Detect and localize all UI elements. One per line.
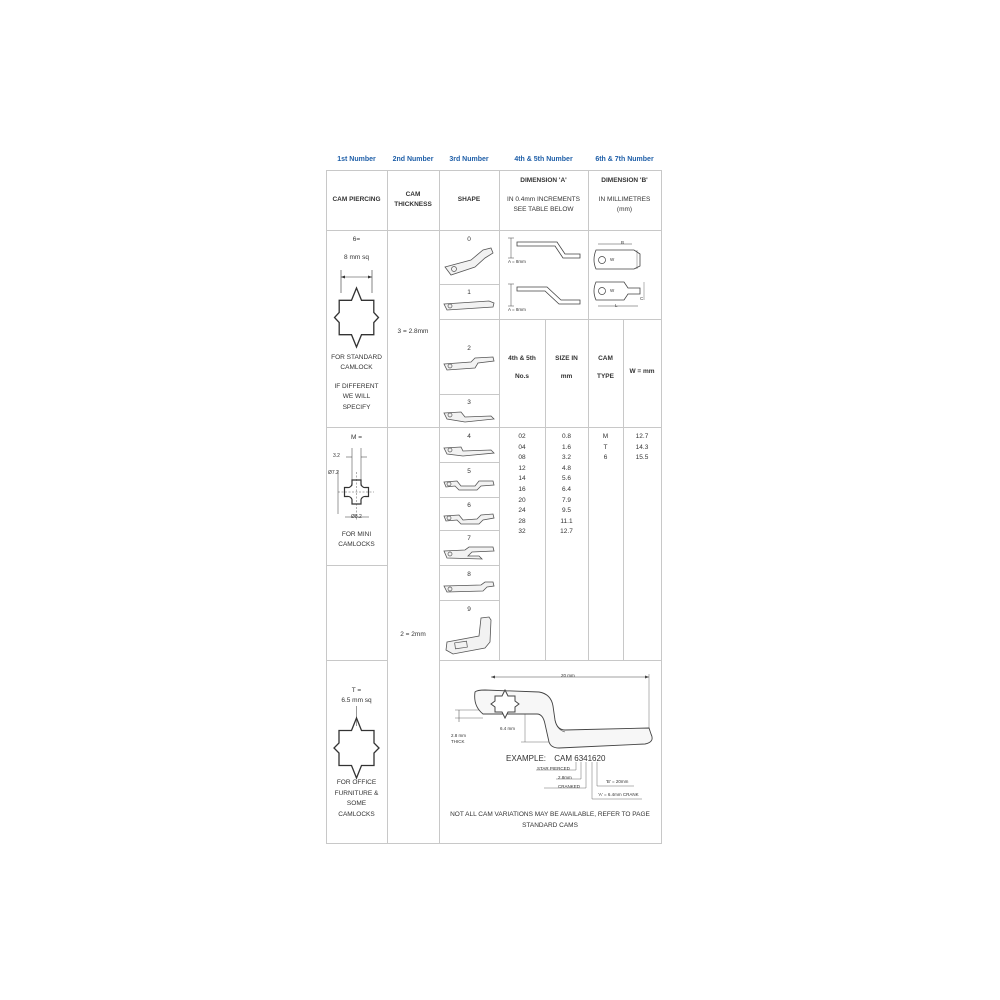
dim-b-label-l: L <box>615 303 618 308</box>
cam-shape-4-icon <box>441 441 497 459</box>
header-1st-number: 1st Number <box>337 156 376 163</box>
example-b-20mm: 'B' = 20mm <box>606 779 629 784</box>
dim-b-label-b: B <box>621 240 625 245</box>
example-crank-label: 6.4 mm <box>500 726 516 731</box>
table-cell: 1.6 <box>561 443 572 451</box>
shape-number-8: 8 <box>467 571 471 578</box>
cam-thickness-heading-line1: CAM <box>405 191 421 198</box>
availability-note-line2: STANDARD CAMS <box>522 822 578 829</box>
piercing-6-code: 6= <box>352 236 361 243</box>
table-cell: 08 <box>518 454 526 462</box>
cam-type-heading-line2: TYPE <box>597 373 614 380</box>
shape-number-2: 2 <box>467 345 471 352</box>
header-4th-5th-number: 4th & 5th Number <box>514 156 573 163</box>
table-cell: 14.3 <box>635 443 649 451</box>
cam-shape-0-icon <box>441 245 497 281</box>
cam-shape-3-icon <box>441 408 497 424</box>
shape-number-4: 4 <box>467 433 471 440</box>
header-6th-7th-number: 6th & 7th Number <box>595 156 654 163</box>
cam-shape-7-icon <box>441 544 497 562</box>
piercing-6-note5: SPECIFY <box>342 404 371 411</box>
dimension-b-diagram-1 <box>590 236 660 276</box>
piercing-t-note3: SOME <box>346 800 367 807</box>
nos-column <box>499 432 545 538</box>
example-thickness-label2: THICK <box>451 739 465 744</box>
cam-types-column <box>588 432 623 464</box>
star-piercing-8mm-icon <box>326 265 387 350</box>
dim-b-label-c: C <box>640 296 644 301</box>
example-thickness-28: 2.8mm <box>558 775 572 780</box>
table-cell: 20 <box>518 496 526 504</box>
piercing-6-note1: FOR STANDARD <box>331 354 382 361</box>
example-length-label: 20 mm <box>561 673 575 678</box>
piercing-6-note2: CAMLOCK <box>340 364 373 371</box>
table-cell: 14 <box>518 475 526 483</box>
shape-number-0: 0 <box>467 236 471 243</box>
table-cell: 4.8 <box>561 464 572 472</box>
piercing-6-note3: IF DIFFERENT <box>334 383 379 390</box>
piercing-t-note4: CAMLOCKS <box>338 811 375 818</box>
table-cell: 3.2 <box>561 454 572 462</box>
star-piercing-6-5mm-icon <box>326 706 387 776</box>
shape-number-5: 5 <box>467 468 471 475</box>
table-cell: 6 <box>603 454 608 462</box>
dim-b-label-w2: W <box>610 288 615 293</box>
size-heading-line2: mm <box>560 373 573 380</box>
nos-heading-line1: 4th & 5th <box>508 355 536 362</box>
dimension-a-heading: DIMENSION 'A' <box>520 177 567 184</box>
piercing-t-size: 6.5 mm sq <box>341 697 372 704</box>
widths-column <box>623 432 661 464</box>
cam-piercing-heading: CAM PIERCING <box>332 196 381 203</box>
cam-shape-2-icon <box>441 354 497 376</box>
cam-shape-9-icon <box>441 614 497 656</box>
mini-dim-7-2: Ø7.2 <box>328 470 339 476</box>
table-cell: 15.5 <box>635 454 649 462</box>
shape-number-6: 6 <box>467 502 471 509</box>
table-cell: 7.9 <box>561 496 572 504</box>
example-a-crank: 'A' = 6.4mm CRANK <box>598 792 639 797</box>
example-star-pierced: STAR PIERCED <box>537 766 570 771</box>
example-prefix: EXAMPLE: <box>506 754 547 763</box>
table-cell: 32 <box>518 528 526 536</box>
thickness-3: 3 = 2.8mm <box>397 328 429 335</box>
table-cell: 12.7 <box>635 433 649 440</box>
shape-heading: SHAPE <box>457 196 481 203</box>
sizes-column <box>545 432 588 538</box>
header-3rd-number: 3rd Number <box>449 156 489 163</box>
cam-thickness-heading-line2: THICKNESS <box>394 201 432 208</box>
dimension-a-line2: SEE TABLE BELOW <box>513 206 574 213</box>
table-cell: 24 <box>518 507 526 515</box>
table-cell: 04 <box>518 443 526 451</box>
table-cell: 0.8 <box>561 433 572 440</box>
mini-dim-3-2: 3.2 <box>333 453 340 459</box>
dimension-a-line1: IN 0.4mm INCREMENTS <box>507 196 580 203</box>
shape-number-7: 7 <box>467 535 471 542</box>
cam-shape-8-icon <box>441 580 497 598</box>
dimension-b-diagram-2 <box>590 276 660 316</box>
table-cell: 9.5 <box>561 507 572 515</box>
width-heading: W = mm <box>629 368 655 375</box>
shape-number-3: 3 <box>467 399 471 406</box>
dim-a-label-1: A = 8mm <box>508 259 526 264</box>
size-heading-line1: SIZE IN <box>555 355 578 362</box>
table-cell: T <box>603 443 608 451</box>
example-cam-diagram <box>445 670 657 752</box>
availability-note-line1: NOT ALL CAM VARIATIONS MAY BE AVAILABLE, REFER TO PAGE <box>450 811 650 818</box>
piercing-6-note4: WE WILL <box>342 393 371 400</box>
shape-number-9: 9 <box>467 606 471 613</box>
example-code: CAM 6341620 <box>554 754 606 763</box>
piercing-t-code: T = <box>351 687 362 694</box>
table-cell: 5.6 <box>561 475 572 483</box>
thickness-2: 2 = 2mm <box>400 631 426 638</box>
table-cell: 02 <box>518 433 526 440</box>
cam-shape-1-icon <box>441 296 497 314</box>
dim-b-label-w1: W <box>610 257 615 262</box>
piercing-m-code: M = <box>350 434 363 441</box>
cam-type-heading-line1: CAM <box>598 355 613 362</box>
nos-heading-line2: No.s <box>514 373 530 380</box>
mini-dim-8-2: Ø8.2 <box>351 514 362 520</box>
example-thickness-label: 2.8 mm <box>451 733 467 738</box>
cam-shape-6-icon <box>441 510 497 528</box>
dimension-b-line2: (mm) <box>616 206 633 213</box>
shape-number-1: 1 <box>467 289 471 296</box>
header-2nd-number: 2nd Number <box>392 156 434 163</box>
dimension-b-heading: DIMENSION 'B' <box>601 177 648 184</box>
table-cell: M <box>602 433 609 440</box>
table-cell: 28 <box>518 517 526 525</box>
piercing-6-size: 8 mm sq <box>344 254 369 261</box>
piercing-t-note1: FOR OFFICE <box>336 779 377 786</box>
table-cell: 16 <box>518 485 526 493</box>
table-cell: 12.7 <box>560 528 573 536</box>
table-cell: 11.1 <box>560 517 573 525</box>
piercing-m-note2: CAMLOCKS <box>338 541 375 548</box>
example-cranked: CRANKED <box>558 784 581 789</box>
piercing-m-note1: FOR MINI <box>341 531 372 538</box>
table-cell: 6.4 <box>561 485 572 493</box>
table-cell: 12 <box>518 464 526 472</box>
cam-shape-5-icon <box>441 476 497 494</box>
dimension-b-line1: IN MILLIMETRES <box>598 196 651 203</box>
piercing-t-note2: FURNITURE & <box>334 790 379 797</box>
dim-a-label-2: A = 8mm <box>508 307 526 312</box>
